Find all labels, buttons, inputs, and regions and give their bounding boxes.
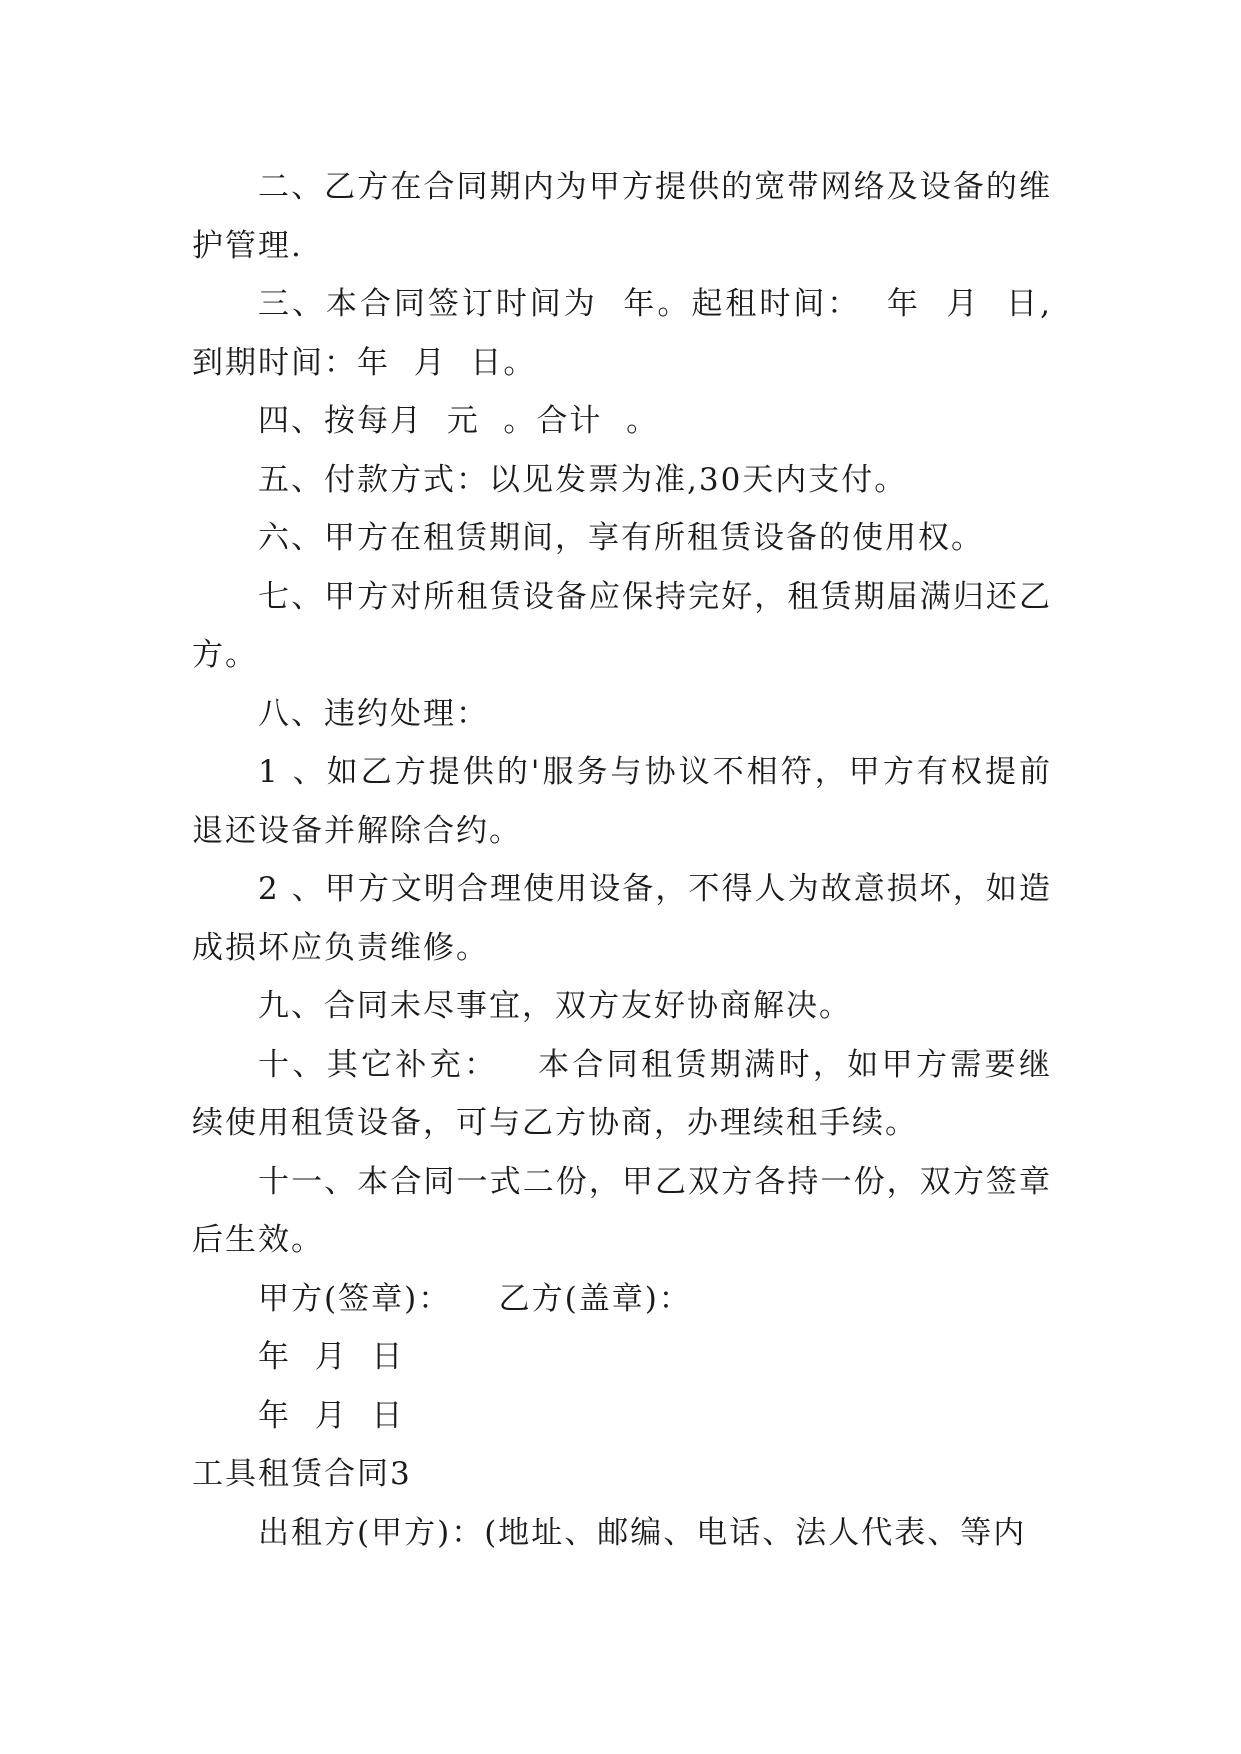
contract-paragraph: 九、合同未尽事宜，双方友好协商解决。 bbox=[258, 988, 852, 1024]
contract-paragraph: 二、乙方在合同期内为甲方提供的宽带网络及设备的维护管理. bbox=[192, 169, 1052, 264]
contract-paragraph: 八、违约处理： bbox=[258, 695, 489, 732]
contract-paragraph: 十一、本合同一式二份，甲乙双方各持一份，双方签章后生效。 bbox=[192, 1163, 1052, 1258]
contract-paragraph: 年 月 日 bbox=[258, 1339, 405, 1375]
contract-paragraph: 出租方(甲方)：(地址、邮编、电话、法人代表、等内 bbox=[258, 1514, 1027, 1551]
contract-paragraph: 六、甲方在租赁期间，享有所租赁设备的使用权。 bbox=[258, 520, 984, 556]
contract-body bbox=[192, 158, 1052, 1562]
contract-paragraph: 三、本合同签订时间为 年。起租时间： 年 月 日,到期时间：年 月 日。 bbox=[192, 286, 1052, 381]
contract-paragraph: 1 、如乙方提供的'服务与协议不相符，甲方有权提前退还设备并解除合约。 bbox=[192, 754, 1052, 849]
contract-paragraph: 五、付款方式：以见发票为准,30天内支付。 bbox=[258, 461, 908, 498]
contract-paragraph: 十、其它补充： 本合同租赁期满时，如甲方需要继续使用租赁设备，可与乙方协商，办理续租手续。 bbox=[192, 1046, 1052, 1141]
contract-paragraph: 四、按每月 元 。合计 。 bbox=[258, 403, 660, 439]
section-heading: 工具租赁合同3 bbox=[192, 1456, 412, 1492]
contract-paragraph: 年 月 日 bbox=[258, 1397, 405, 1434]
contract-paragraph: 甲方(签章)： 乙方(盖章)： bbox=[258, 1280, 692, 1317]
contract-paragraph: 2 、甲方文明合理使用设备，不得人为故意损坏，如造成损坏应负责维修。 bbox=[192, 871, 1052, 966]
contract-paragraph: 七、甲方对所租赁设备应保持完好，租赁期届满归还乙方。 bbox=[192, 578, 1052, 673]
